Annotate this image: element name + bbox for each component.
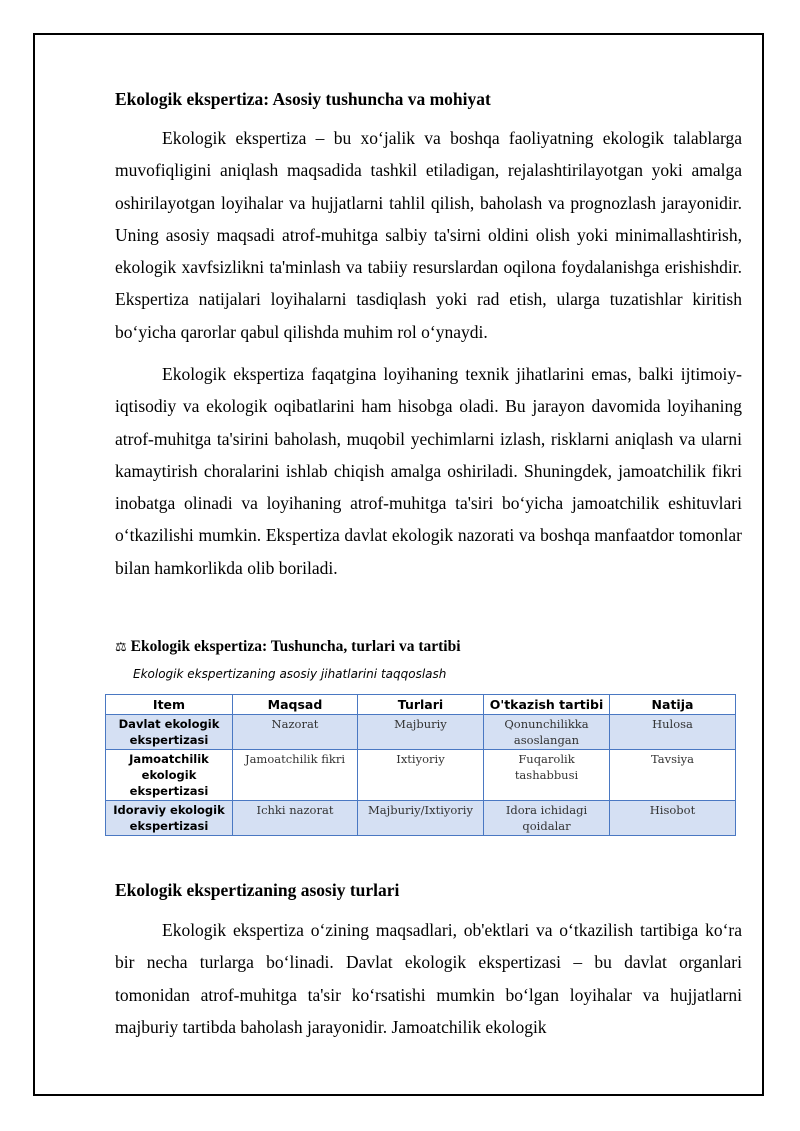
scales-icon: ⚖ — [115, 640, 127, 655]
table-cell: Nazorat — [233, 715, 358, 750]
table-cell: Jamoatchilik fikri — [233, 750, 358, 801]
table-cell: Hulosa — [610, 715, 736, 750]
table-cell: Majburiy — [358, 715, 484, 750]
column-header: O'tkazish tartibi — [484, 695, 610, 715]
row-label: Jamoatchilik ekologik ekspertizasi — [106, 750, 233, 801]
row-label: Idoraviy ekologik ekspertizasi — [106, 801, 233, 836]
table-row — [106, 801, 736, 836]
paragraph-scope: Ekologik ekspertiza faqatgina loyihaning texnik jihatlarini emas, balki ijtimoiy-iqtisodiy va ekologik oqibatlarini ham hisobga oladi. Bu jarayon davomida loyihaning atrof-muhitga ta'sirini baholash, muqobil yechimlarni izlash, risklarni aniqlash va ularni kamaytirish choralarini ishlab chiqish amalga oshiriladi. Shuningdek, jamoatchilik fikri inobatga olinadi va loyihaning atrof-muhitga ta'siri bo‘yicha jamoatchilik eshituvlari o‘tkazilishi mumkin. Ekspertiza davlat ekologik nazorati va boshqa manfaatdor tomonlar bilan hamkorlikda olib boriladi. — [115, 364, 742, 578]
table-row — [106, 715, 736, 750]
table-cell: Hisobot — [610, 801, 736, 836]
figure-title — [115, 638, 461, 656]
column-header: Item — [106, 695, 233, 715]
comparison-table — [105, 694, 736, 836]
section-heading-types: Ekologik ekspertizaning asosiy turlari — [115, 880, 400, 900]
column-header: Maqsad — [233, 695, 358, 715]
figure-title-text: Ekologik ekspertiza: Tushuncha, turlari va tartibi — [130, 638, 461, 655]
paragraph-definition: Ekologik ekspertiza – bu xo‘jalik va boshqa faoliyatning ekologik talablarga muvofiqligini aniqlash maqsadida tashkil etiladigan, rejalashtirilayotgan yoki amalga oshirilayotgan loyihalar va hujjatlarni tahlil qilish, baholash va prognozlash jarayonidir. Uning asosiy maqsadi atrof-muhitga salbiy ta'sirni oldini olish yoki minimallashtirish, ekologik xavfsizlikni ta'minlash va tabiiy resurslardan oqilona foydalanishga erishishdir. Ekspertiza natijalari loyihalarni tasdiqlash yoki rad etish, ularga tuzatishlar kiritish bo‘yicha qarorlar qabul qilishda muhim rol o‘ynaydi. — [115, 128, 742, 342]
paragraph-types: Ekologik ekspertiza o‘zining maqsadlari, ob'ektlari va o‘tkazilish tartibiga ko‘ra bir necha turlarga bo‘linadi. Davlat ekologik ekspertizasi – bu davlat organlari tomonidan atrof-muhitga ta'sir ko‘rsatishi mumkin bo‘lgan loyihalar va hujjatlarni majburiy tartibda baholash jarayonidir. Jamoatchilik ekologik — [115, 920, 742, 1037]
table-row — [106, 750, 736, 801]
table-cell: Fuqarolik tashabbusi — [484, 750, 610, 801]
row-label: Davlat ekologik ekspertizasi — [106, 715, 233, 750]
table-cell: Majburiy/Ixtiyoriy — [358, 801, 484, 836]
column-header: Natija — [610, 695, 736, 715]
table-cell: Qonunchilikka asoslangan — [484, 715, 610, 750]
table-cell: Idora ichidagi qoidalar — [484, 801, 610, 836]
table-cell: Tavsiya — [610, 750, 736, 801]
table-caption: Ekologik ekspertizaning asosiy jihatlarini taqqoslash — [133, 667, 447, 681]
table-cell: Ichki nazorat — [233, 801, 358, 836]
table-cell: Ixtiyoriy — [358, 750, 484, 801]
table-header-row — [106, 695, 736, 715]
section-heading-concept: Ekologik ekspertiza: Asosiy tushuncha va mohiyat — [115, 89, 491, 109]
column-header: Turlari — [358, 695, 484, 715]
